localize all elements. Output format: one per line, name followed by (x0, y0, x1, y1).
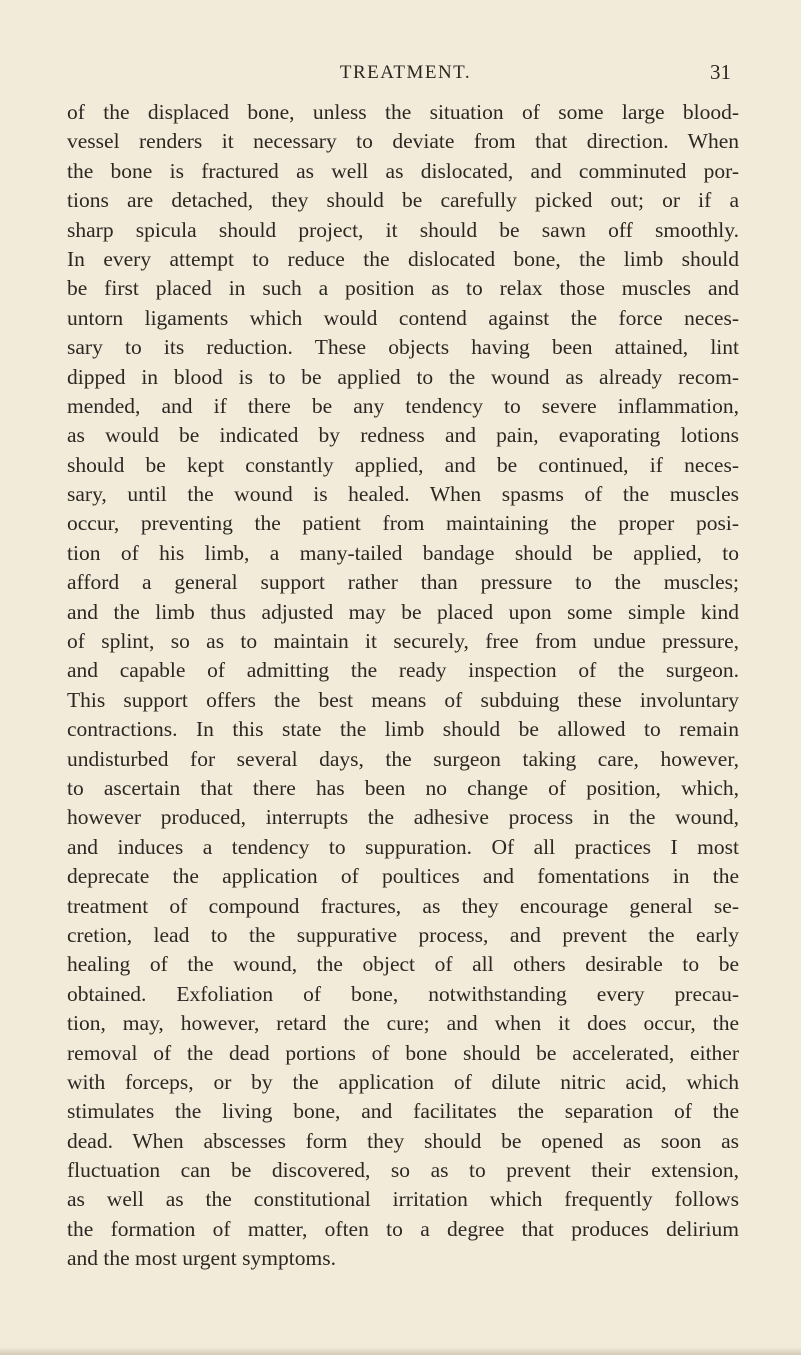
text-line: This support offers the best means of subduing these involuntary (67, 687, 739, 712)
text-line: of splint, so as to maintain it securely, free from undue pressure, (67, 629, 739, 654)
text-line: the bone is fractured as well as dislocated, and comminuted por- (67, 158, 739, 183)
text-line: occur, preventing the patient from maintaining the proper posi- (67, 511, 739, 536)
text-line: of the displaced bone, unless the situation of some large blood- (67, 100, 739, 124)
text-line: vessel renders it necessary to deviate from that direction. When (67, 129, 739, 154)
text-line: deprecate the application of poultices and fomentations in the (67, 864, 739, 889)
text-line: dipped in blood is to be applied to the wound as already recom- (67, 364, 739, 389)
text-line: stimulates the living bone, and facilitates the separation of the (67, 1099, 739, 1124)
text-line: treatment of compound fractures, as they encourage general se- (67, 893, 739, 918)
text-line: removal of the dead portions of bone should be accelerated, either (67, 1040, 739, 1065)
text-line: with forceps, or by the application of dilute nitric acid, which (67, 1069, 739, 1094)
body-text (67, 98, 739, 1274)
text-line: sary, until the wound is healed. When spasms of the muscles (67, 482, 739, 507)
text-line: untorn ligaments which would contend against the force neces- (67, 305, 739, 330)
text-line: sharp spicula should project, it should be sawn off smoothly. (67, 217, 739, 242)
text-line: sary to its reduction. These objects having been attained, lint (67, 335, 739, 360)
page-number: 31 (710, 60, 731, 84)
text-line: cretion, lead to the suppurative process, and prevent the early (67, 922, 739, 947)
text-line: dead. When abscesses form they should be opened as soon as (67, 1128, 739, 1153)
page-edge-shadow (0, 1347, 801, 1355)
text-line: tions are detached, they should be carefully picked out; or if a (67, 188, 739, 213)
text-line: and the limb thus adjusted may be placed upon some simple kind (67, 599, 739, 624)
text-line: fluctuation can be discovered, so as to prevent their extension, (67, 1158, 739, 1183)
text-line: to ascertain that there has been no change of position, which, (67, 775, 739, 800)
text-line: contractions. In this state the limb should be allowed to remain (67, 717, 739, 742)
text-line: however produced, interrupts the adhesive process in the wound, (67, 805, 739, 830)
text-line: as well as the constitutional irritation which frequently follows (67, 1187, 739, 1212)
text-line: afford a general support rather than pressure to the muscles; (67, 570, 739, 595)
text-line: undisturbed for several days, the surgeon taking care, however, (67, 746, 739, 771)
text-line: mended, and if there be any tendency to severe inflammation, (67, 393, 739, 418)
text-line: and the most urgent symptoms. (67, 1246, 336, 1271)
text-line: In every attempt to reduce the dislocated bone, the limb should (67, 246, 739, 271)
text-line: and capable of admitting the ready inspection of the surgeon. (67, 658, 739, 683)
text-line: and induces a tendency to suppuration. Of all practices I most (67, 834, 739, 859)
text-line: tion of his limb, a many-tailed bandage should be applied, to (67, 540, 739, 565)
running-head: TREATMENT. (339, 62, 472, 83)
text-line: be first placed in such a position as to relax those muscles and (67, 276, 739, 301)
text-line: tion, may, however, retard the cure; and when it does occur, the (67, 1011, 739, 1036)
page-header (0, 58, 801, 98)
text-line: as would be indicated by redness and pain, evaporating lotions (67, 423, 739, 448)
text-line: healing of the wound, the object of all others desirable to be (67, 952, 739, 977)
text-line: obtained. Exfoliation of bone, notwithstanding every precau- (67, 981, 739, 1006)
text-line: the formation of matter, often to a degree that produces delirium (67, 1216, 739, 1241)
text-line: should be kept constantly applied, and be continued, if neces- (67, 452, 739, 477)
